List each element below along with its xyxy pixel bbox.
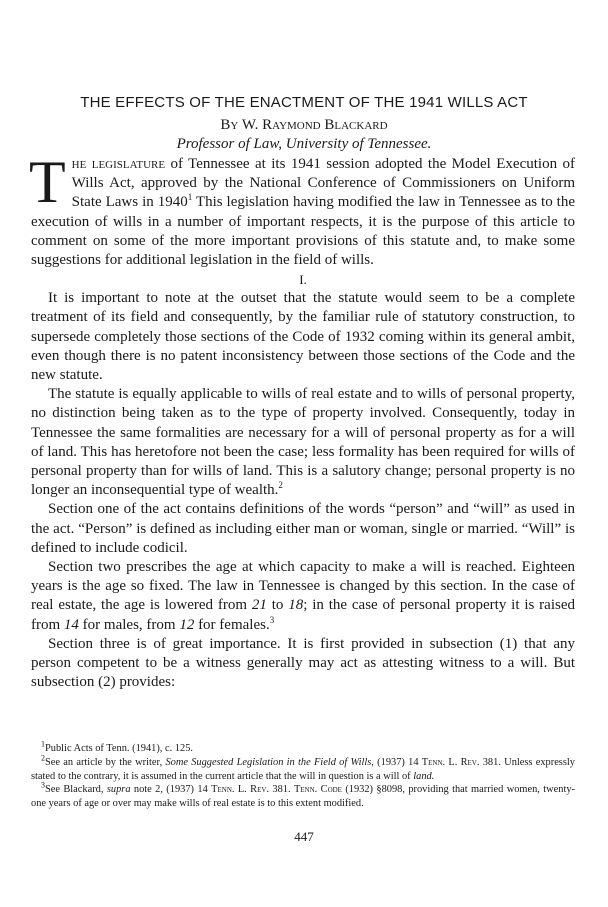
footnote-2-journal: Tenn. L. Rev. bbox=[421, 756, 480, 768]
section-number: I. bbox=[299, 272, 307, 288]
p4-age-21: 21 bbox=[251, 597, 267, 614]
footnote-3-text-b: note 2, (1937) 14 bbox=[130, 784, 212, 796]
paragraph-2 bbox=[31, 385, 575, 500]
intro-lead-smallcaps: he legislature bbox=[71, 156, 166, 172]
p4-age-12: 12 bbox=[179, 616, 195, 633]
footnote-2-article-title: Some Suggested Legislation in the Field of Wills, bbox=[165, 756, 374, 768]
p4-text-c: ; in the case of personal property it is raised from bbox=[31, 597, 575, 633]
footnote-3 bbox=[31, 780, 575, 811]
p4-text-e: for females. bbox=[194, 616, 270, 633]
footnote-1-text: Public Acts of Tenn. (1941), c. 125. bbox=[45, 743, 193, 754]
paragraph-3: Section one of the act contains definitions of the words “person” and “will” as used in the act. “Person” is defined as including either man or woman, single or married. “Will” is defined to include codicil. bbox=[31, 501, 575, 556]
footnotes bbox=[31, 739, 575, 811]
paragraph-5: Section three is of great importance. It is first provided in subsection (1) that any person competent to be a witness generally may act as attesting witness to a will. But subsection (2) provides: bbox=[31, 635, 575, 691]
author-byline: By W. Raymond Blackard bbox=[220, 117, 388, 133]
p4-text-a: Section two prescribes the age at which capacity to make a will is reached. Eighteen years is the age so fixed. The law in Tennessee is changed by this section. In the case of real estate, the age is lowered from bbox=[31, 559, 575, 614]
p4-text-d: for males, from bbox=[78, 616, 180, 633]
footnote-ref-3: 3 bbox=[269, 614, 275, 625]
article-body bbox=[29, 149, 576, 692]
paragraph-1: It is important to note at the outset that the statute would seem to be a complete treatment of its field and consequently, by the familiar rule of statutory construction, to supersede completely those sections of the Code of 1932 coming within its general ambit, even though there is no patent inconsistency between those sections of the Code and the new statute. bbox=[31, 290, 575, 384]
footnote-2-text-a: See an article by the writer, bbox=[45, 756, 166, 768]
footnote-3-text-d: (1932) §8098, providing that married women, twenty-one years of age or over may make wills of real estate is to this extent modified. bbox=[31, 784, 575, 810]
footnote-1-mark: 1 bbox=[41, 739, 45, 749]
footnote-2-text-c: 381. Unless expressly stated to the contrary, it is assumed in the current article that the will in question is a will of bbox=[31, 756, 575, 782]
drop-cap: T bbox=[29, 149, 66, 215]
footnote-3-journal: Tenn. L. Rev. bbox=[211, 784, 270, 796]
paragraph-2-text: The statute is equally applicable to wills of real estate and to wills of personal property, no distinction being taken as to the type of property involved. Consequently, today in Tennessee the same formalities are necessary for a will of personal property as for a will of land. This has heretofore not been the case; less formality has been required for wills of personal property than for wills of land. This is a salutory change; personal property is no longer an inconsequential type of wealth. bbox=[31, 386, 575, 499]
footnote-1 bbox=[31, 739, 575, 756]
intro-paragraph bbox=[29, 149, 576, 270]
paragraph-4 bbox=[31, 558, 575, 635]
intro-text-b: This legislation having modified the law in Tennessee as to the execution of wills in a number of important respects, it is the purpose of this article to comment on some of the more important provisions of this statute and, to make some suggestions for additional legislation in the field of wills. bbox=[31, 194, 576, 269]
footnote-3-text-a: See Blackard, bbox=[45, 784, 107, 796]
p4-age-18: 18 bbox=[288, 597, 304, 614]
p4-text-b: to bbox=[266, 597, 289, 614]
article-title: THE EFFECTS OF THE ENACTMENT OF THE 1941 WILLS ACT bbox=[80, 94, 528, 111]
footnote-2-mark: 2 bbox=[41, 753, 45, 763]
footnote-ref-2: 2 bbox=[278, 480, 283, 491]
p4-age-14: 14 bbox=[63, 616, 79, 633]
footnote-2-land: land. bbox=[413, 770, 435, 782]
footnote-3-supra: supra bbox=[106, 784, 131, 796]
footnote-ref-1: 1 bbox=[187, 192, 193, 203]
page-number: 447 bbox=[294, 829, 314, 844]
footnote-2-text-b: (1937) 14 bbox=[373, 756, 422, 768]
intro-text-a: of Tennessee at its 1941 session adopted the Model Execution of Wills Act, approved by the National Conference of Commissioners on Uniform State Laws in 1940 bbox=[71, 156, 575, 211]
author-affiliation: Professor of Law, University of Tennessee. bbox=[176, 136, 432, 152]
footnote-3-code: Tenn. Code bbox=[293, 784, 342, 796]
footnote-2 bbox=[31, 753, 575, 784]
footnote-3-mark: 3 bbox=[41, 780, 45, 790]
footnote-3-text-c: 381. bbox=[269, 784, 294, 796]
